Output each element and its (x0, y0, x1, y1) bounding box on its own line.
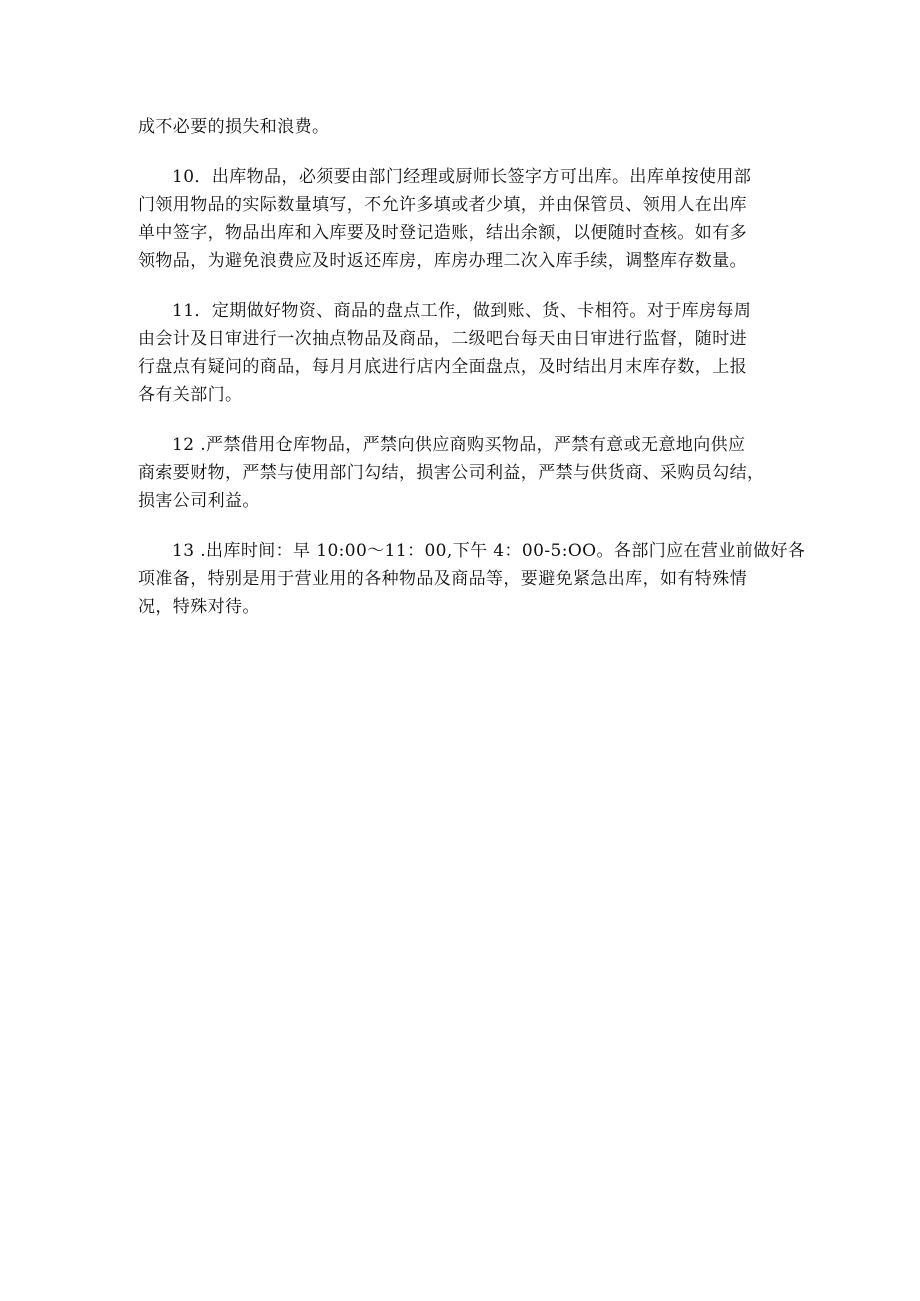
text-line: 成不必要的损失和浪费。 (138, 117, 330, 137)
text-line: 11．定期做好物资、商品的盘点工作，做到账、货、卡相符。对于库房每周 (172, 301, 752, 321)
text-line: 单中签字，物品出库和入库要及时登记造账，结出余额，以便随时查核。如有多 (138, 223, 747, 243)
document-body (138, 113, 806, 621)
text-line: 各有关部门。 (138, 385, 243, 405)
text-line: 商索要财物，严禁与使用部门勾结，损害公司利益，严禁与供货商、采购员勾结， (138, 463, 765, 483)
paragraph-item-12 (138, 431, 794, 515)
paragraph-item-10 (138, 163, 794, 275)
text-line: 领物品，为避免浪费应及时返还库房，库房办理二次入库手续，调整库存数量。 (138, 251, 747, 271)
text-line: 行盘点有疑问的商品，每月月底进行店内全面盘点，及时结出月末库存数，上报 (138, 357, 747, 377)
text-line: 门领用物品的实际数量填写，不允许多填或者少填，并由保管员、领用人在出库 (138, 195, 747, 215)
paragraph-continuation (138, 113, 794, 141)
text-line: 13 .出库时间：早 10:00～11：00,下午 4：00-5:OO。各部门应在营业前做好各 (172, 541, 806, 561)
paragraph-item-11 (138, 297, 794, 409)
text-line: 项准备，特别是用于营业用的各种物品及商品等，要避免紧急出库，如有特殊情 (138, 569, 747, 589)
text-line: 12 .严禁借用仓库物品，严禁向供应商购买物品，严禁有意或无意地向供应 (172, 435, 746, 455)
text-line: 由会计及日审进行一次抽点物品及商品，二级吧台每天由日审进行监督，随时进 (138, 329, 747, 349)
text-line: 况，特殊对待。 (138, 597, 260, 617)
text-line: 损害公司利益。 (138, 491, 260, 511)
text-line: 10．出库物品，必须要由部门经理或厨师长签字方可出库。出库单按使用部 (172, 167, 752, 187)
paragraph-item-13 (138, 537, 806, 621)
